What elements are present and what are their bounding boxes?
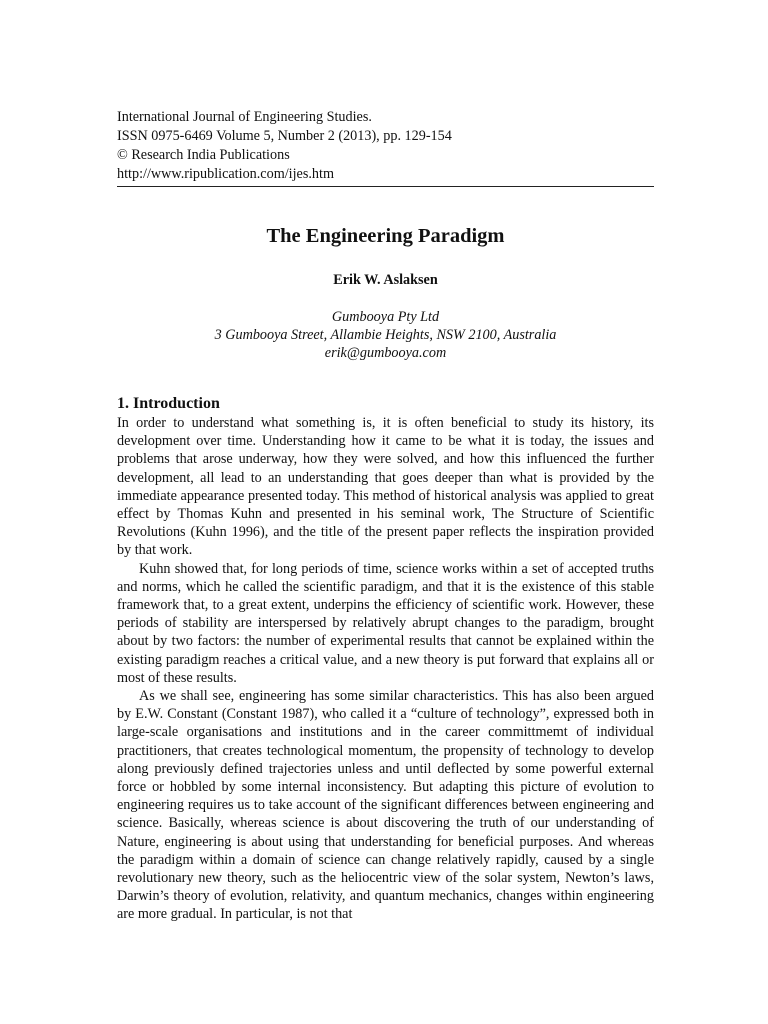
paragraph-3: As we shall see, engineering has some similar characteristics. This has also been argued by E.W. Constant (Constant 1987), who called it a “culture of technology”, expressed both in large-scale organisations and institutions and in the career committmemt of individual practitioners, that creates technological momentum, the propensity of technology to develop along previously defined trajectories unless and until deflected by some powerful external force or hobbled by some internal inconsistency. But adapting this picture of evolution to engineering requires us to take account of the significant differences between engineering and science. Basically, whereas science is about discovering the truth of our understanding of Nature, engineering is about using that understanding for beneficial purposes. And whereas the paradigm within a domain of science can change relatively rapidly, caused by a single revolutionary new theory, such as the heliocentric view of the solar system, Newton’s laws, Darwin’s theory of evolution, relativity, and quantum mechanics, changes within engineering are more gradual. In particular, is not that bbox=[117, 688, 654, 923]
journal-url: http://www.ripublication.com/ijes.htm bbox=[117, 166, 334, 182]
paragraph-1: In order to understand what something is, it is often beneficial to study its history, its development over time. Understanding how it came to be what it is today, the issues and problems that arose underway, how they were solved, and how this influenced the further development, all lead to an understanding that goes deeper than what is provided by the immediate appearance presented today. This method of historical analysis was applied to great effect by Thomas Kuhn and presented in his seminal work, The Structure of Scientific Revolutions (Kuhn 1996), and the title of the present paper reflects the inspiration provided by that work. bbox=[117, 415, 654, 559]
affiliation-email: erik@gumbooya.com bbox=[324, 345, 447, 361]
section-heading: 1. Introduction bbox=[117, 395, 220, 412]
paper-title: The Engineering Paradigm bbox=[266, 225, 505, 247]
journal-header bbox=[117, 108, 654, 187]
affiliation-block bbox=[117, 308, 654, 362]
publisher-line: © Research India Publications bbox=[117, 147, 290, 163]
section-body bbox=[117, 414, 654, 924]
paragraph-2: Kuhn showed that, for long periods of time, science works within a set of accepted truths and norms, which he called the scientific paradigm, and that it is the existence of this stable framework that, to a great extent, underpins the efficiency of scientific work. However, these periods of stability are interspersed by relatively abrupt changes to the paradigm, brought about by two factors: the number of experimental results that cannot be explained within the existing paradigm reaches a critical value, and a new theory is put forward that explains all or most of these results. bbox=[117, 560, 654, 686]
author-name: Erik W. Aslaksen bbox=[333, 272, 438, 288]
issn-line: ISSN 0975-6469 Volume 5, Number 2 (2013), pp. 129-154 bbox=[117, 128, 452, 144]
affiliation-org: Gumbooya Pty Ltd bbox=[331, 309, 440, 325]
journal-name: International Journal of Engineering Studies. bbox=[117, 109, 372, 125]
affiliation-address: 3 Gumbooya Street, Allambie Heights, NSW 2100, Australia bbox=[214, 327, 557, 343]
paper-page bbox=[117, 108, 654, 924]
